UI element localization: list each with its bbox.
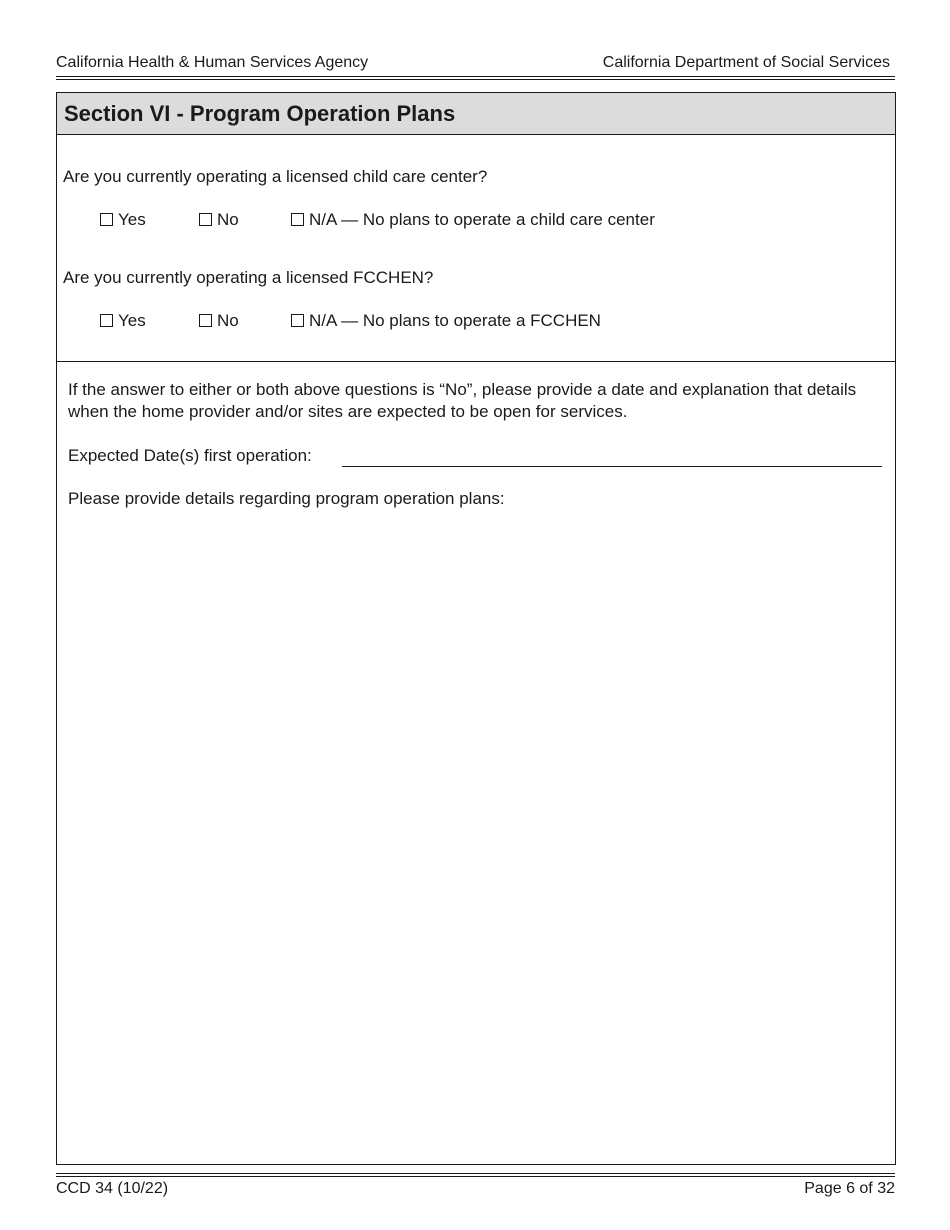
option-child-care-na[interactable] — [291, 210, 655, 230]
checkbox-fcchen-na[interactable] — [291, 314, 304, 327]
option-label: Yes — [118, 210, 146, 229]
explanation-instructions: If the answer to either or both above questions is “No”, please provide a date and explanation that details when the home provider and/or sites are expected to be open for services. — [68, 380, 857, 421]
option-fcchen-yes[interactable] — [100, 311, 146, 331]
page-footer — [56, 1180, 895, 1202]
expected-date-input[interactable] — [342, 446, 882, 467]
checkbox-child-care-na[interactable] — [291, 213, 304, 226]
option-child-care-no[interactable] — [199, 210, 239, 230]
question-fcchen: Are you currently operating a licensed FCCHEN? — [63, 268, 434, 287]
option-label: No — [217, 210, 239, 229]
footer-rule — [56, 1173, 895, 1177]
option-label: N/A — No plans to operate a child care center — [309, 210, 655, 229]
section-header — [57, 93, 895, 135]
section-title: Section VI - Program Operation Plans — [64, 101, 456, 126]
checkbox-child-care-yes[interactable] — [100, 213, 113, 226]
section-form-box — [56, 92, 896, 1165]
header-rule — [56, 76, 895, 80]
program-details-textarea[interactable] — [68, 519, 888, 1153]
section-divider — [57, 361, 895, 362]
department-name: California Department of Social Services — [602, 54, 890, 71]
option-label: Yes — [118, 311, 146, 330]
page-number: Page 6 of 32 — [804, 1180, 895, 1197]
option-label: N/A — No plans to operate a FCCHEN — [309, 311, 601, 330]
question-child-care-center: Are you currently operating a licensed child care center? — [63, 167, 488, 186]
expected-date-row — [68, 446, 883, 468]
agency-name: California Health & Human Services Agency — [56, 54, 369, 71]
option-fcchen-na[interactable] — [291, 311, 601, 331]
option-child-care-yes[interactable] — [100, 210, 146, 230]
checkbox-fcchen-yes[interactable] — [100, 314, 113, 327]
option-fcchen-no[interactable] — [199, 311, 239, 331]
expected-date-label: Expected Date(s) first operation: — [68, 446, 312, 465]
checkbox-child-care-no[interactable] — [199, 213, 212, 226]
checkbox-fcchen-no[interactable] — [199, 314, 212, 327]
details-label: Please provide details regarding program operation plans: — [68, 489, 505, 508]
page-header — [56, 52, 894, 76]
option-label: No — [217, 311, 239, 330]
form-id: CCD 34 (10/22) — [56, 1180, 169, 1197]
